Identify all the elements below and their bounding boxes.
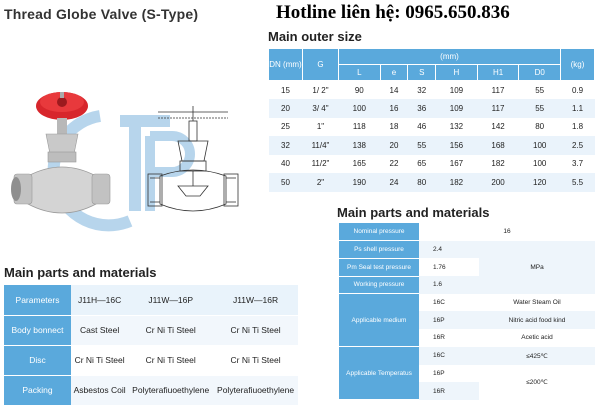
cell: 36	[408, 99, 436, 118]
cell: 11/2"	[303, 155, 339, 174]
header-j11h-16c: J11H—16C	[71, 285, 128, 315]
cell: 46	[408, 118, 436, 137]
table-row	[339, 241, 595, 259]
cell: 32	[408, 81, 436, 100]
cell: 109	[436, 99, 478, 118]
medium-code: 16R	[419, 329, 479, 347]
cell: 182	[477, 155, 519, 174]
outer-size-title: Main outer size	[268, 29, 362, 44]
cell: Cr Ni Ti Steel	[213, 345, 298, 375]
header-h: H	[436, 65, 478, 81]
cell: 24	[380, 173, 408, 192]
cell: 3/ 4"	[303, 99, 339, 118]
cell: 15	[269, 81, 303, 100]
cell: 200	[477, 173, 519, 192]
header-dn: DN (mm)	[269, 49, 303, 81]
cell: Cr Ni Ti Steel	[71, 345, 128, 375]
temperature-label: Applicable Temperatus	[339, 347, 419, 400]
header-l: L	[339, 65, 381, 81]
medium-code: 16P	[419, 311, 479, 329]
cell: 80	[408, 173, 436, 192]
cell: Cr Ni Ti Steel	[128, 315, 213, 345]
header-parameters: Parameters	[4, 285, 71, 315]
cell: 117	[477, 99, 519, 118]
seal-pressure-value: 1.76	[419, 258, 479, 276]
cell: 142	[477, 118, 519, 137]
table-row	[4, 375, 298, 405]
cell: 2.5	[561, 136, 595, 155]
cell: 32	[269, 136, 303, 155]
table-row	[4, 285, 298, 315]
header-e: e	[380, 65, 408, 81]
row-label: Body bonnect	[4, 315, 71, 345]
cell: 1.1	[561, 99, 595, 118]
outer-size-table	[268, 48, 595, 192]
medium-desc: Water Steam Oil	[479, 294, 595, 312]
cell: 20	[269, 99, 303, 118]
table-row	[339, 294, 595, 312]
row-label: Packing	[4, 375, 71, 405]
header-j11w-16p: J11W—16P	[128, 285, 213, 315]
cell: 100	[519, 136, 561, 155]
cell: 182	[436, 173, 478, 192]
temperature-code: 16P	[419, 365, 479, 383]
cell: 100	[519, 155, 561, 174]
cell: 120	[519, 173, 561, 192]
cell: 117	[477, 81, 519, 100]
cell: Polyterafiuoethylene	[213, 375, 298, 405]
cell: 1/ 2"	[303, 81, 339, 100]
cell: 165	[339, 155, 381, 174]
materials-table	[4, 285, 298, 406]
parts-right-title: Main parts and materials	[337, 205, 490, 220]
cell: 118	[339, 118, 381, 137]
header-s: S	[408, 65, 436, 81]
cell: 55	[408, 136, 436, 155]
table-row	[269, 81, 595, 100]
cell: 2"	[303, 173, 339, 192]
cell: 132	[436, 118, 478, 137]
cell: 80	[519, 118, 561, 137]
cell: 3.7	[561, 155, 595, 174]
cell: 167	[436, 155, 478, 174]
cell: Polyterafiuoethylene	[128, 375, 213, 405]
cell: 16	[380, 99, 408, 118]
cell: Asbestos Coil	[71, 375, 128, 405]
header-g: G	[303, 49, 339, 81]
header-kg: (kg)	[561, 49, 595, 81]
working-pressure-label: Working pressure	[339, 276, 419, 294]
table-row	[339, 223, 595, 241]
cell: 5.5	[561, 173, 595, 192]
medium-desc: Nitric acid food kind	[479, 311, 595, 329]
medium-code: 16C	[419, 294, 479, 312]
shell-pressure-label: Ps shell pressure	[339, 241, 419, 259]
medium-label: Applicable medium	[339, 294, 419, 347]
working-pressure-value: 1.6	[419, 276, 479, 294]
cell: 90	[339, 81, 381, 100]
header-h1: H1	[477, 65, 519, 81]
cell: 0.9	[561, 81, 595, 100]
table-row	[269, 173, 595, 192]
table-row	[4, 345, 298, 375]
page-title: Thread Globe Valve (S-Type)	[4, 6, 199, 22]
table-row	[4, 315, 298, 345]
cell: 138	[339, 136, 381, 155]
hotline-text: Hotline liên hệ: 0965.650.836	[276, 2, 510, 23]
nominal-pressure-label: Nominal pressure	[339, 223, 419, 241]
pressure-unit: MPa	[479, 241, 595, 294]
cell: 50	[269, 173, 303, 192]
temperature-desc: ≤425℃	[479, 347, 595, 365]
table-row	[269, 118, 595, 137]
cell: 55	[519, 99, 561, 118]
parts-left-title: Main parts and materials	[4, 265, 157, 280]
cell: Cr Ni Ti Steel	[128, 345, 213, 375]
cell: 14	[380, 81, 408, 100]
nominal-pressure-value: 16	[419, 223, 595, 241]
header-d0: D0	[519, 65, 561, 81]
temperature-shared-desc: ≤200℃	[479, 365, 595, 400]
shell-pressure-value: 2.4	[419, 241, 479, 259]
cell: 18	[380, 118, 408, 137]
cell: 11/4"	[303, 136, 339, 155]
seal-pressure-label: Pm Seal test pressure	[339, 258, 419, 276]
table-row	[269, 99, 595, 118]
cell: Cast Steel	[71, 315, 128, 345]
table-row	[269, 136, 595, 155]
cell: 168	[477, 136, 519, 155]
table-row	[269, 155, 595, 174]
temperature-code: 16R	[419, 382, 479, 400]
cell: 20	[380, 136, 408, 155]
cell: 1"	[303, 118, 339, 137]
cell: 1.8	[561, 118, 595, 137]
row-label: Disc	[4, 345, 71, 375]
cell: Cr Ni Ti Steel	[213, 315, 298, 345]
cell: 40	[269, 155, 303, 174]
table-row	[339, 347, 595, 365]
cell: 25	[269, 118, 303, 137]
temperature-code: 16C	[419, 347, 479, 365]
cell: 156	[436, 136, 478, 155]
valve-illustration	[0, 26, 265, 256]
pressure-table	[339, 223, 595, 400]
header-j11w-16r: J11W—16R	[213, 285, 298, 315]
cell: 55	[519, 81, 561, 100]
valve-photo	[11, 92, 110, 213]
cell: 109	[436, 81, 478, 100]
header-mm-group: (mm)	[339, 49, 561, 65]
cell: 190	[339, 173, 381, 192]
cell: 100	[339, 99, 381, 118]
cell: 65	[408, 155, 436, 174]
medium-desc: Acetic acid	[479, 329, 595, 347]
cell: 22	[380, 155, 408, 174]
